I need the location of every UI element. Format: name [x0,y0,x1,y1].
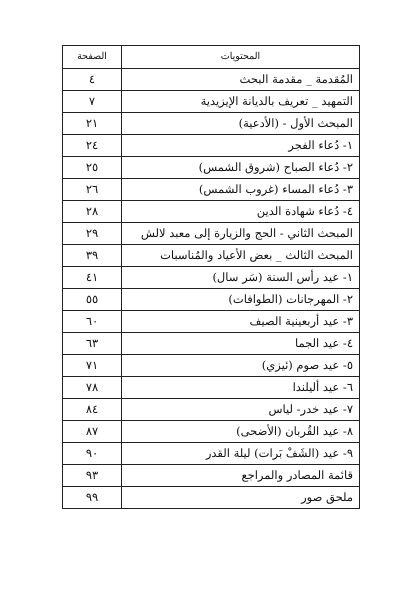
entry-title: ٢- المهرجانات (الطوافات) [122,289,360,311]
entry-title: ٢- دُعاء الصباح (شروق الشمس) [122,157,360,179]
entry-title: ١- عيد رأس السنة (سَر سال) [122,267,360,289]
entry-title: التمهيد _ تعريف بالديانة الإيزيدية [122,91,360,113]
table-row [63,91,360,113]
table-row [63,465,360,487]
entry-title: ٧- عيد خدر- لياس [122,399,360,421]
header-contents: المحتويات [122,46,360,69]
table-row [63,157,360,179]
entry-title: ٣- عيد أربعينية الصيف [122,311,360,333]
entry-title: ٨- عيد القُربان (الأضحى) [122,421,360,443]
entry-page-number: ٨٤ [63,399,122,421]
table-row [63,421,360,443]
table-of-contents [62,45,360,509]
entry-title: المبحث الثاني - الحج والزيارة إلى معبد لالش [122,223,360,245]
table-row [63,113,360,135]
table-row [63,355,360,377]
table-row [63,201,360,223]
entry-title: ٤- دُعاء شهادة الدين [122,201,360,223]
table-row [63,487,360,509]
entry-page-number: ٧١ [63,355,122,377]
entry-page-number: ٩٩ [63,487,122,509]
entry-page-number: ٥٥ [63,289,122,311]
entry-page-number: ٢٤ [63,135,122,157]
entry-page-number: ٦٣ [63,333,122,355]
table-row [63,333,360,355]
entry-page-number: ٧ [63,91,122,113]
entry-page-number: ٢٨ [63,201,122,223]
entry-page-number: ٢٥ [63,157,122,179]
table-row [63,267,360,289]
header-page: الصفحة [63,46,122,69]
entry-title: ملحق صور [122,487,360,509]
entry-page-number: ٢٦ [63,179,122,201]
table-row [63,289,360,311]
entry-title: المبحث الثالث _ بعض الأعياد والمُناسبات [122,245,360,267]
entry-title: المُقدمة _ مقدمة البحث [122,69,360,91]
entry-page-number: ٩٣ [63,465,122,487]
entry-title: قائمة المصادر والمراجع [122,465,360,487]
entry-title: ٥- عيد صوم (ئيزي) [122,355,360,377]
entry-title: ٣- دُعاء المساء (غروب الشمس) [122,179,360,201]
entry-title: المبحث الأول - (الأدعية) [122,113,360,135]
table-row [63,311,360,333]
entry-title: ٤- عيد الجما [122,333,360,355]
table-row [63,223,360,245]
entry-page-number: ٧٨ [63,377,122,399]
table-row [63,135,360,157]
toc-body [63,69,360,509]
entry-page-number: ٤١ [63,267,122,289]
table-row [63,377,360,399]
table-row [63,69,360,91]
entry-page-number: ٣٩ [63,245,122,267]
entry-page-number: ٨٧ [63,421,122,443]
table-row [63,245,360,267]
entry-page-number: ٩٠ [63,443,122,465]
entry-title: ١- دُعاء الفجر [122,135,360,157]
table-header-row [63,46,360,69]
table-row [63,179,360,201]
table-row [63,399,360,421]
entry-title: ٦- عيد أليلندا [122,377,360,399]
entry-page-number: ٢١ [63,113,122,135]
entry-page-number: ٢٩ [63,223,122,245]
entry-page-number: ٦٠ [63,311,122,333]
entry-title: ٩- عيد (الشَفْ بَرات) ليلة القدر [122,443,360,465]
entry-page-number: ٤ [63,69,122,91]
table-row [63,443,360,465]
